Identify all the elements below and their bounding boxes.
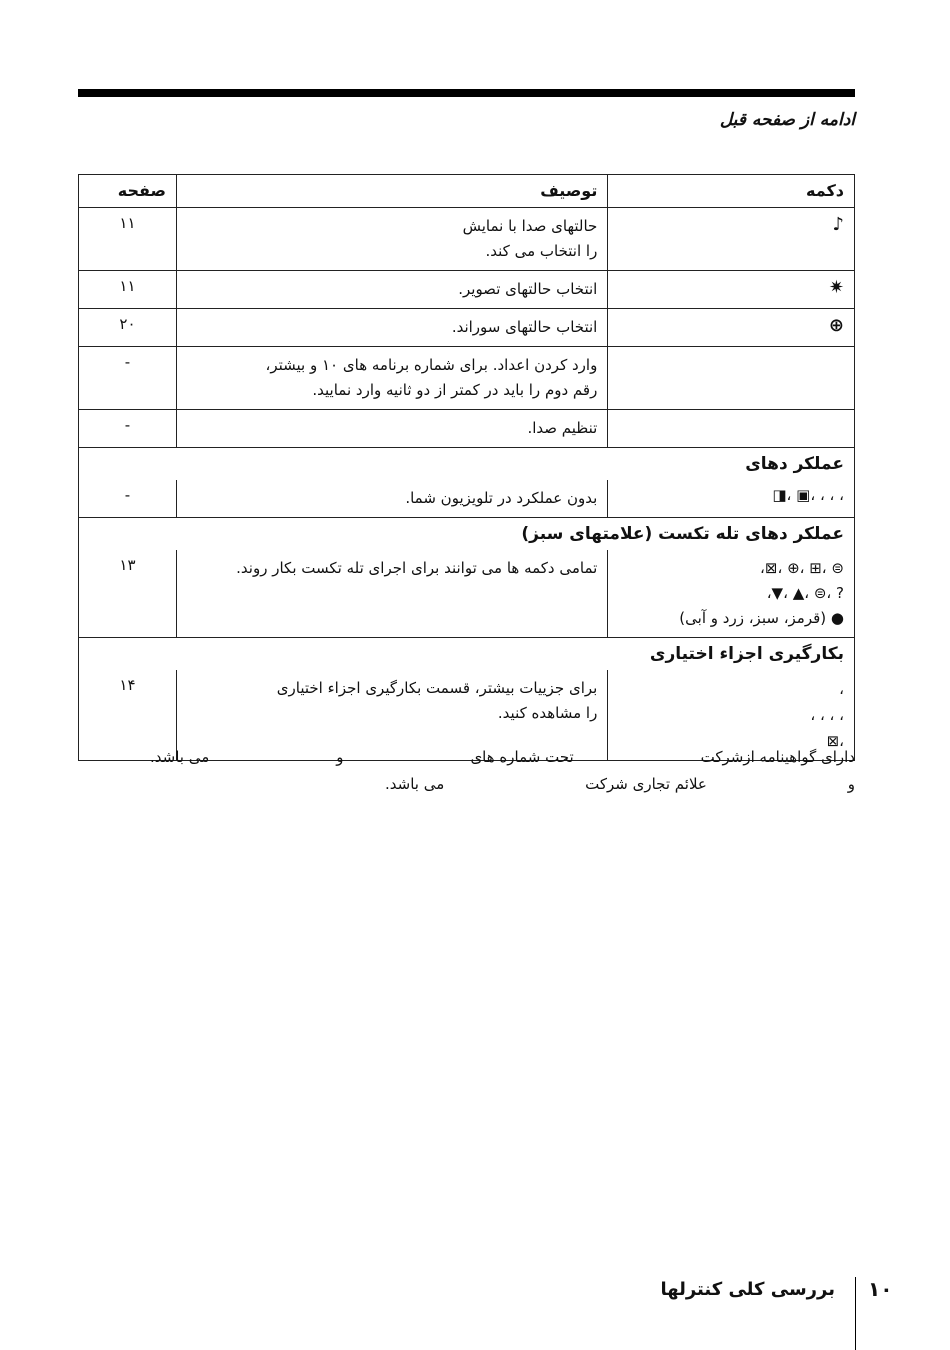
page-cell: - bbox=[79, 347, 177, 410]
note-line-2: و علائم تجاری شرکت می باشد. bbox=[385, 775, 855, 793]
picture-mode-icon: ✷ bbox=[828, 277, 844, 298]
table-row bbox=[79, 309, 855, 347]
button-cell: ⊜ ،⊞ ،⊕ ،⊠، ? ،⊜ ،▲ ،▼، ● (قرمز، سبز، زرد و آبی) bbox=[608, 550, 855, 638]
table-header-row bbox=[79, 175, 855, 208]
trademark-notes bbox=[150, 744, 855, 798]
button-cell bbox=[608, 347, 855, 410]
footer-title: بررسی کلی کنترلها bbox=[660, 1279, 835, 1300]
section-title-row bbox=[79, 448, 855, 481]
description-cell: انتخاب حالتهای سوراند. bbox=[176, 309, 607, 347]
description-cell: برای جزییات بیشتر، قسمت بکارگیری اجزاء اختیاری را مشاهده کنید. bbox=[176, 670, 607, 761]
button-cell bbox=[608, 309, 855, 347]
description-cell: تمامی دکمه ها می توانند برای اجرای تله تکست بکار روند. bbox=[176, 550, 607, 638]
header-description: توصیف bbox=[176, 175, 607, 208]
page-cell: ۱۱ bbox=[79, 208, 177, 271]
page-cell: - bbox=[79, 410, 177, 448]
description-cell: انتخاب حالتهای تصویر. bbox=[176, 271, 607, 309]
footer-rule bbox=[855, 1277, 856, 1350]
top-rule bbox=[78, 89, 855, 97]
table-row bbox=[79, 208, 855, 271]
header-button: دکمه bbox=[608, 175, 855, 208]
page-cell: ۲۰ bbox=[79, 309, 177, 347]
page-cell: ۱۳ bbox=[79, 550, 177, 638]
section-title-row bbox=[79, 518, 855, 551]
page-cell: - bbox=[79, 480, 177, 518]
description-cell: حالتهای صدا با نمایش را انتخاب می کند. bbox=[176, 208, 607, 271]
section-title: عملکر دهای bbox=[79, 448, 855, 481]
note-line-1: دارای گواهینامه ازشرکت تحت شماره های و می باشد. bbox=[150, 748, 855, 766]
continued-label: ادامه از صفحه قبل bbox=[719, 110, 855, 130]
table-row bbox=[79, 410, 855, 448]
table-row bbox=[79, 271, 855, 309]
controls-table bbox=[78, 174, 855, 761]
sound-mode-icon: ♪ bbox=[832, 214, 844, 235]
section-title: بکارگیری اجزاء اختیاری bbox=[79, 638, 855, 671]
button-cell: ، ، ، ، ، ،⊠ bbox=[608, 670, 855, 761]
page-cell: ۱۱ bbox=[79, 271, 177, 309]
section-title: عملکر دهای تله تکست (علامتهای سبز) bbox=[79, 518, 855, 551]
surround-icon: ⊕ bbox=[828, 315, 844, 336]
page-cell: ۱۴ bbox=[79, 670, 177, 761]
section-row bbox=[79, 550, 855, 638]
page-number: ۱۰ bbox=[868, 1277, 893, 1301]
description-cell: تنظیم صدا. bbox=[176, 410, 607, 448]
header-page: صفحه bbox=[79, 175, 177, 208]
button-cell bbox=[608, 271, 855, 309]
description-cell: بدون عملکرد در تلویزیون شما. bbox=[176, 480, 607, 518]
button-cell bbox=[608, 208, 855, 271]
section-title-row bbox=[79, 638, 855, 671]
button-cell bbox=[608, 410, 855, 448]
description-cell: وارد کردن اعداد. برای شماره برنامه های ۱۰ و بیشتر، رقم دوم را باید در کمتر از دو ثانیه وارد نمایید. bbox=[176, 347, 607, 410]
section-row bbox=[79, 480, 855, 518]
table-row bbox=[79, 347, 855, 410]
button-cell: ، ، ، ،▣ ،◨ bbox=[608, 480, 855, 518]
